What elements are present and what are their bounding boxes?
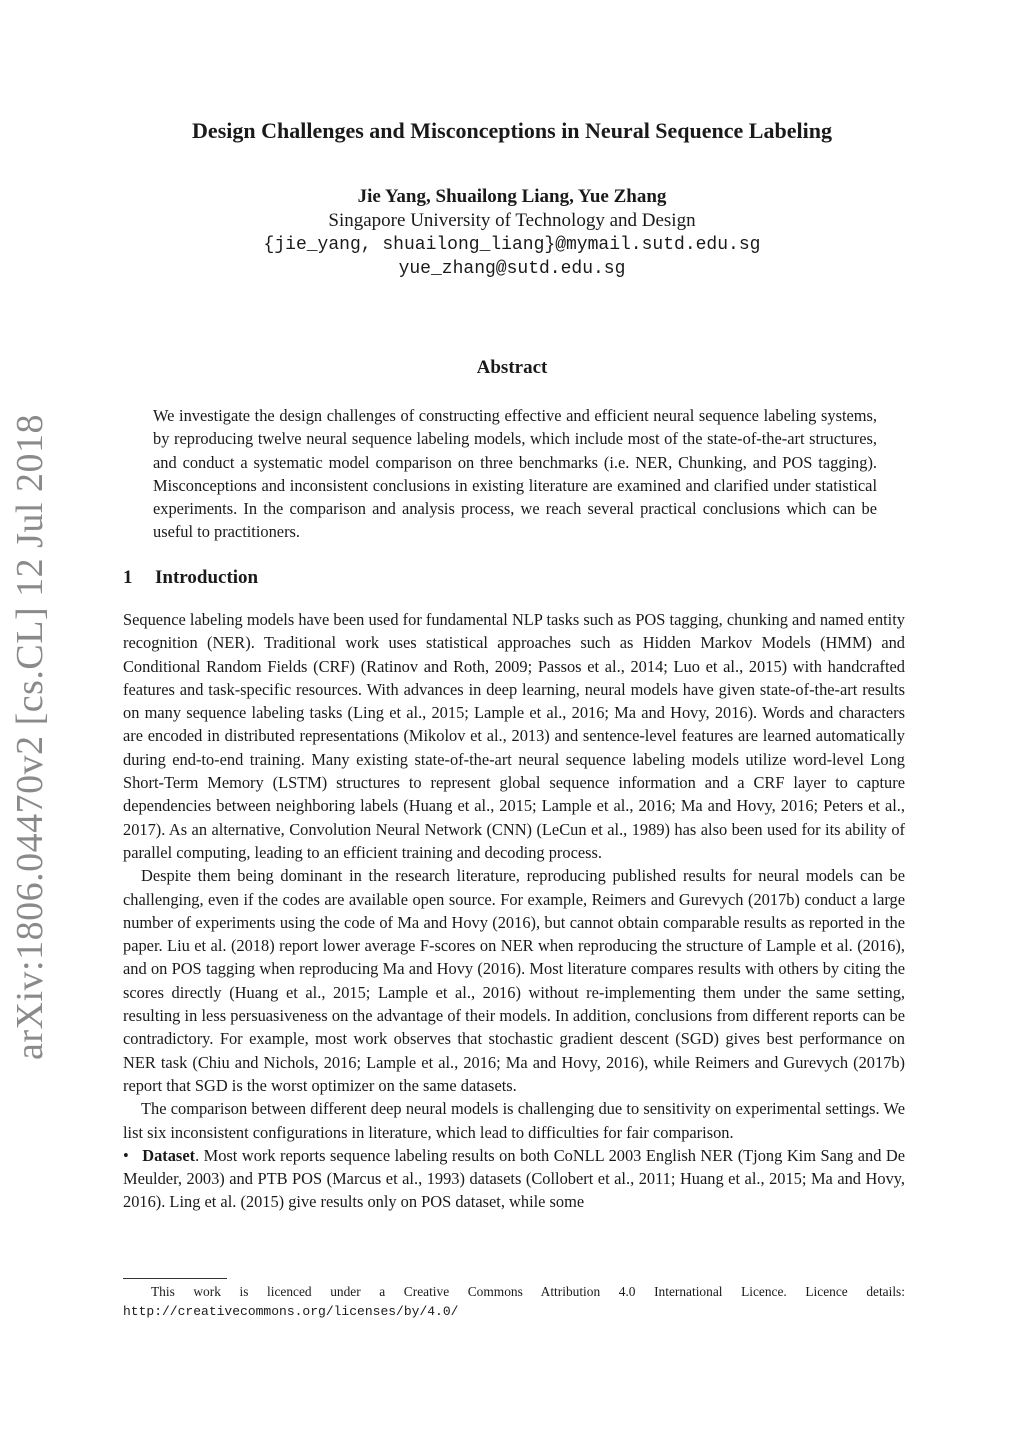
affiliation: Singapore University of Technology and Design	[328, 210, 696, 231]
section-title: Introduction	[155, 567, 259, 588]
bullet-label: Dataset	[142, 1145, 196, 1165]
footnote-link[interactable]: http://creativecommons.org/licenses/by/4.0/	[123, 1304, 459, 1319]
author-block	[0, 185, 1024, 281]
bullet-text: . Most work reports sequence labeling results on both CoNLL 2003 English NER (Tjong Kim Sang and De Meulder, 2003) and PTB POS (Marcus et al., 1993) datasets (Collobert et al., 2011; Huang et al., 2015; Ma and Hovy, 2016). Ling et al. (2015) give results only on POS dataset, while some	[123, 1145, 906, 1212]
footnote	[123, 1282, 905, 1321]
email-line-1: {jie_yang, shuailong_liang}@mymail.sutd.edu.sg	[263, 235, 761, 255]
paragraph: Despite them being dominant in the research literature, reproducing published results for neural models can be challenging, even if the codes are available open source. For example, Reimers and Gurevych (2017b) conduct a large number of experiments using the code of Ma and Hovy (2016), but cannot obtain comparable results as reported in the paper. Liu et al. (2018) report lower average F-scores on NER when reproducing the structure of Lample et al. (2016), and on POS tagging when reproducing Ma and Hovy (2016). Most literature compares results with others by citing the scores directly (Huang et al., 2015; Lample et al., 2016) without re-implementing them under the same setting, resulting in less persuasiveness on the advantage of their models. In addition, conclusions from different reports can be contradictory. For example, most work observes that stochastic gradient descent (SGD) gives best performance on NER task (Chiu and Nichols, 2016; Lample et al., 2016; Ma and Hovy, 2016), while Reimers and Gurevych (2017b) report that SGD is the worst optimizer on the same datasets.	[123, 866, 905, 1095]
bullet-icon: •	[123, 1145, 129, 1165]
author-names: Jie Yang, Shuailong Liang, Yue Zhang	[357, 186, 667, 207]
paper-title: Design Challenges and Misconceptions in Neural Sequence Labeling	[192, 118, 832, 143]
email-line-2: yue_zhang@sutd.edu.sg	[398, 259, 626, 279]
paragraph: The comparison between different deep neural models is challenging due to sensitivity on experimental settings. We list six inconsistent configurations in literature, which lead to difficulties for fair comparison.	[123, 1099, 905, 1142]
introduction-body	[123, 608, 905, 1214]
arxiv-identifier: arXiv:1806.04470v2 [cs.CL] 12 Jul 2018	[9, 414, 51, 1060]
abstract-text: We investigate the design challenges of constructing effective and efficient neural sequence labeling systems, by reproducing twelve neural sequence labeling models, which include most of the state-of-the-art structures, and conduct a systematic model comparison on three benchmarks (i.e. NER, Chunking, and POS tagging). Misconceptions and inconsistent conclusions in existing literature are examined and clarified under statistical experiments. In the comparison and analysis process, we reach several practical conclusions which can be useful to practitioners.	[153, 406, 877, 542]
footnote-divider	[123, 1278, 227, 1279]
abstract-heading: Abstract	[476, 357, 548, 378]
section-number: 1	[123, 567, 133, 588]
section-heading-introduction	[123, 567, 258, 589]
footnote-text: This work is licenced under a Creative Commons Attribution 4.0 International Licence. Licence details:	[151, 1284, 905, 1299]
bullet-item-dataset	[123, 1144, 905, 1214]
paragraph: Sequence labeling models have been used for fundamental NLP tasks such as POS tagging, chunking and named entity recognition (NER). Traditional work uses statistical approaches such as Hidden Markov Models (HMM) and Conditional Random Fields (CRF) (Ratinov and Roth, 2009; Passos et al., 2014; Luo et al., 2015) with handcrafted features and task-specific resources. With advances in deep learning, neural models have given state-of-the-art results on many sequence labeling tasks (Ling et al., 2015; Lample et al., 2016; Ma and Hovy, 2016). Words and characters are encoded in distributed representations (Mikolov et al., 2013) and sentence-level features are learned automatically during end-to-end training. Many existing state-of-the-art neural sequence labeling models utilize word-level Long Short-Term Memory (LSTM) structures to represent global sequence information and a CRF layer to capture dependencies between neighboring labels (Huang et al., 2015; Lample et al., 2016; Ma and Hovy, 2016; Peters et al., 2017). As an alternative, Convolution Neural Network (CNN) (LeCun et al., 1989) has also been used for its ability of parallel computing, leading to an efficient training and decoding process.	[123, 610, 905, 862]
